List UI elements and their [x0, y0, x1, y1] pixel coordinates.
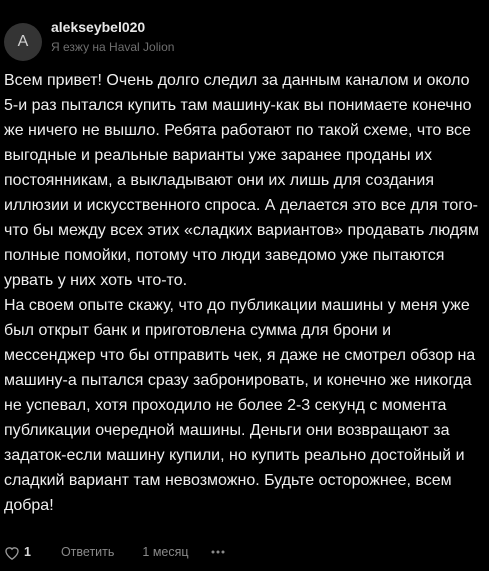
heart-icon — [4, 545, 20, 560]
username[interactable]: alekseybel020 — [51, 19, 146, 35]
comment-actions — [4, 542, 225, 562]
comment-paragraph: Всем привет! Очень долго следил за данным каналом и около 5-и раз пытался купить там машину-как вы понимаете конечно же ничего не вышло. Ребята работают по такой схеме, что все выгодные и реальные варианты уже заранее проданы их постоянникам, а выкладывают они их лишь для создания иллюзии и искусственного спроса. А делается это все для того-что бы между всех этих «сладких вариантов» продавать людям полные помойки, потому что люди заведомо уже пытаются урвать у них хоть что-то. — [4, 72, 479, 289]
comment-header — [4, 13, 474, 63]
more-dots-icon[interactable] — [211, 550, 225, 554]
comment-paragraph: На своем опыте скажу, что до публикации машины у меня уже был открыт банк и приготовлена сумма для брони и мессенджер что бы отправить чек, я даже не смотрел обзор на машину-а пытался сразу забронировать, и конечно же никогда не успевал, хотя проходило не более 2-3 секунд с момента публикации очередной машины. Деньги они возвращают за задаток-если машину купили, но купить реально достойный и сладкий вариант там невозможно. Будьте осторожнее, всем добра! — [4, 297, 476, 514]
avatar-letter: A — [17, 33, 29, 50]
avatar[interactable] — [4, 23, 42, 61]
like-button[interactable] — [4, 545, 31, 560]
timestamp: 1 месяц — [142, 545, 189, 559]
like-count: 1 — [24, 545, 31, 559]
user-car-subtitle: Я езжу на Haval Jolion — [51, 40, 175, 54]
comment-text — [4, 68, 486, 518]
reply-button[interactable]: Ответить — [60, 545, 115, 559]
